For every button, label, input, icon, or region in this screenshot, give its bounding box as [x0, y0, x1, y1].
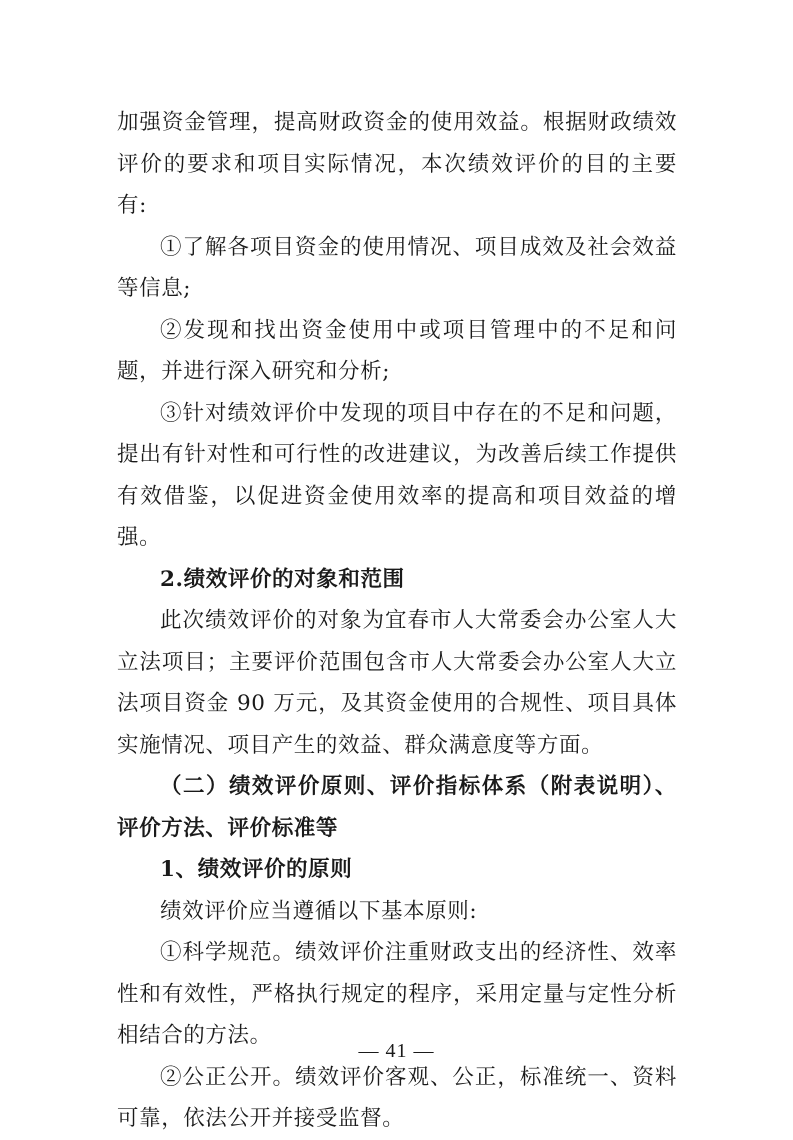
paragraph-intro: 加强资金管理，提高财政资金的使用效益。根据财政绩效评价的要求和项目实际情况，本次绩效评价的目的主要有:: [117, 110, 677, 218]
section-heading-scope: 2.绩效评价的对象和范围: [160, 566, 405, 592]
paragraph-principles-intro: 绩效评价应当遵循以下基本原则:: [160, 898, 478, 924]
paragraph-goal-2: ②发现和找出资金使用中或项目管理中的不足和问题，并进行深入研究和分析;: [117, 317, 677, 384]
paragraph-principle-2: ②公正公开。绩效评价客观、公正，标准统一、资料可靠，依法公开并接受监督。: [117, 1064, 677, 1131]
paragraph-scope: 此次绩效评价的对象为宜春市人大常委会办公室人大立法项目；主要评价范围包含市人大常委会办公室人大立法项目资金 90 万元，及其资金使用的合规性、项目具体实施情况、项目产生的效益、群众满意度等方面。: [117, 608, 677, 758]
section-heading-principles-system: （二）绩效评价原则、评价指标体系（附表说明）、评价方法、评价标准等: [117, 774, 677, 841]
paragraph-goal-3: ③针对绩效评价中发现的项目中存在的不足和问题，提出有针对性和可行性的改进建议，为改善后续工作提供有效借鉴，以促进资金使用效率的提高和项目效益的增强。: [117, 400, 677, 550]
page-number: — 41 —: [358, 1040, 435, 1062]
subsection-heading-principles: 1、绩效评价的原则: [160, 857, 353, 882]
paragraph-goal-1: ①了解各项目资金的使用情况、项目成效及社会效益等信息;: [117, 234, 677, 301]
document-body: [117, 102, 677, 1140]
paragraph-principle-1: ①科学规范。绩效评价注重财政支出的经济性、效率性和有效性，严格执行规定的程序，采用定量与定性分析相结合的方法。: [117, 940, 677, 1048]
